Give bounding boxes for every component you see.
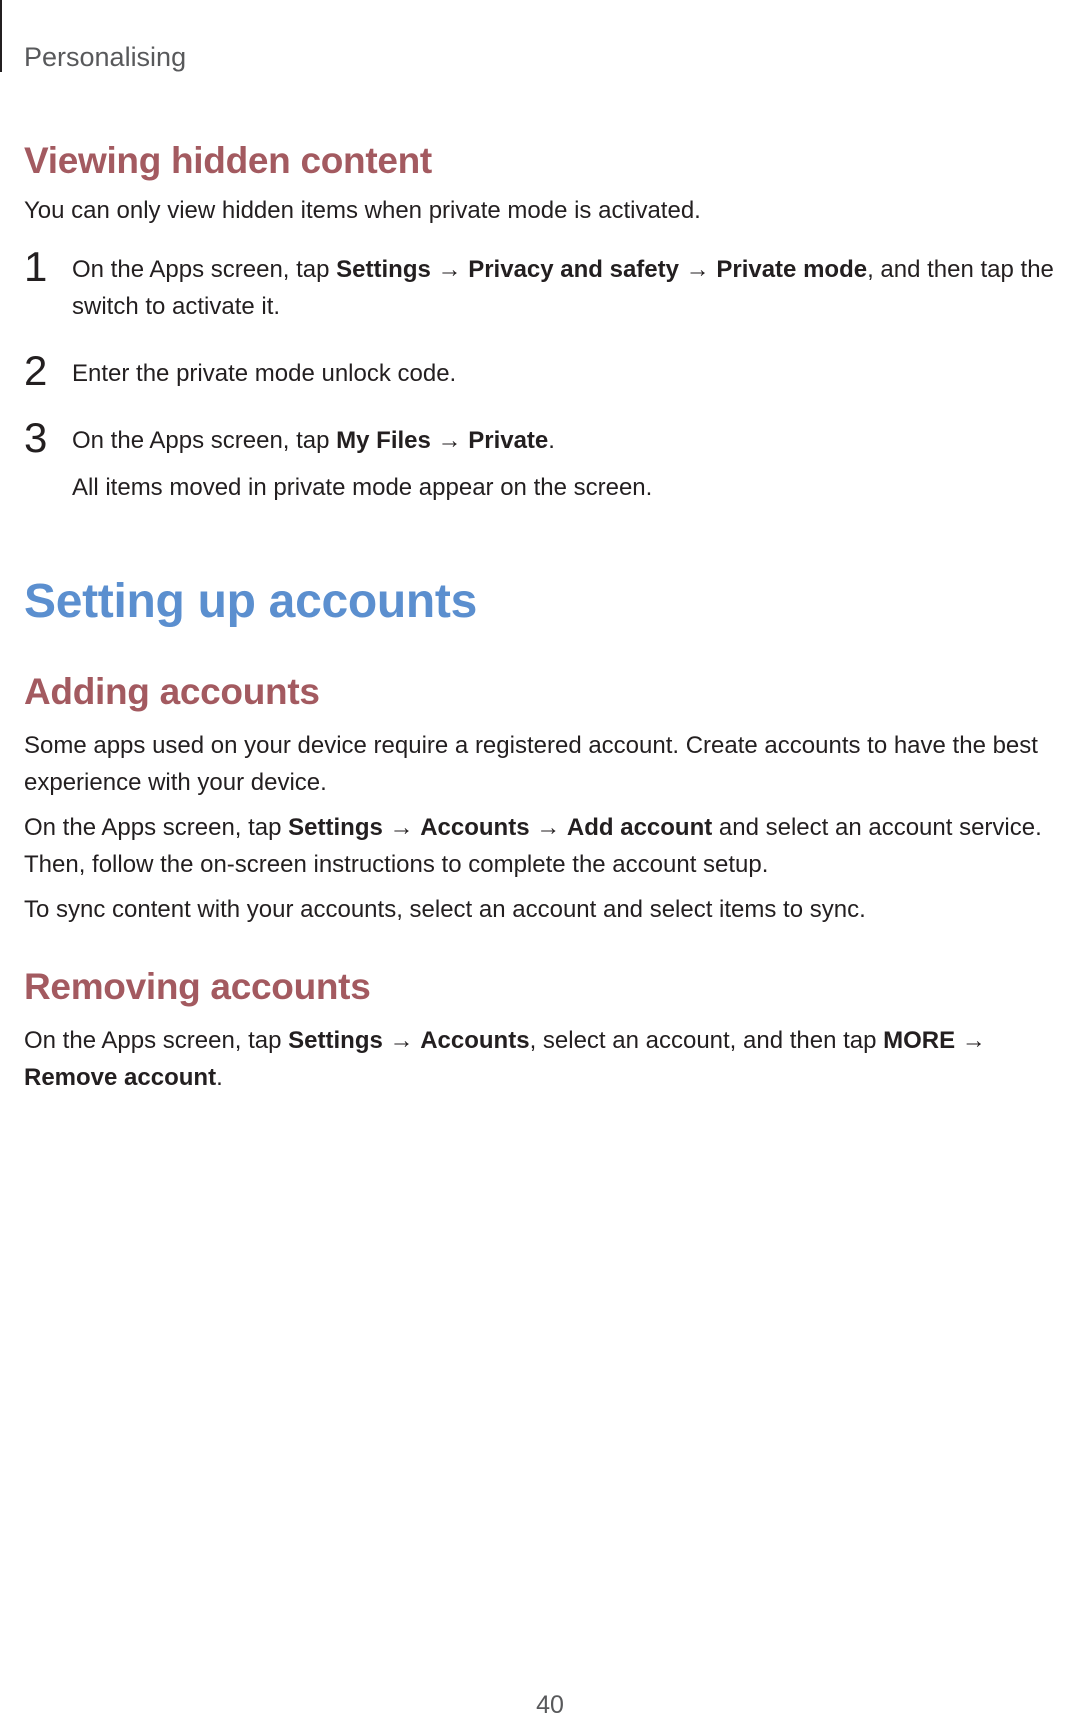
removing-accounts-title: Removing accounts [24,966,371,1007]
step-3-text: On the Apps screen, tap My Files → Private. [72,427,555,454]
step-3-note: All items moved in private mode appear on the screen. [72,474,653,501]
adding-accounts-title: Adding accounts [24,671,320,712]
step-number: 2 [24,347,48,394]
accounts-ref: Accounts [420,814,530,841]
accounts-ref: Accounts [420,1027,530,1054]
step-3 [24,414,1069,506]
more-ref: MORE [883,1027,956,1054]
settings-ref: Settings [288,814,383,841]
adding-accounts-p2: On the Apps screen, tap Settings → Accounts → Add account and select an account service. Then, follow the on-screen instructions to complete the account setup. [24,814,1042,878]
adding-accounts-p3: To sync content with your accounts, select an account and select items to sync. [24,896,866,923]
step-2-text: Enter the private mode unlock code. [72,360,457,387]
remove-account-ref: Remove account [24,1064,217,1091]
step-1 [24,243,1069,325]
settings-ref: Settings [336,256,431,283]
private-mode-ref: Private mode [716,256,868,283]
page-corner-line [0,0,2,72]
adding-accounts-p1: Some apps used on your device require a registered account. Create accounts to have the best experience with your device. [24,732,1038,796]
settings-ref: Settings [288,1027,383,1054]
step-2 [24,347,1069,394]
private-ref: Private [468,427,549,454]
viewing-intro: You can only view hidden items when private mode is activated. [24,197,701,224]
add-account-ref: Add account [566,814,713,841]
removing-accounts-text: On the Apps screen, tap Settings → Accounts, select an account, and then tap MORE → Remove account. [24,1027,986,1091]
privacy-safety-ref: Privacy and safety [468,256,679,283]
page-number: 40 [536,1691,564,1719]
step-number: 1 [24,243,48,290]
section-header: Personalising [24,42,187,72]
step-1-text: On the Apps screen, tap Settings → Privacy and safety → Private mode, and then tap the switch to activate it. [72,256,1054,320]
viewing-hidden-content-title: Viewing hidden content [24,140,432,181]
my-files-ref: My Files [336,427,431,454]
setting-up-accounts-title: Setting up accounts [24,575,477,628]
page-content [24,140,1069,1096]
step-number: 3 [24,414,48,461]
